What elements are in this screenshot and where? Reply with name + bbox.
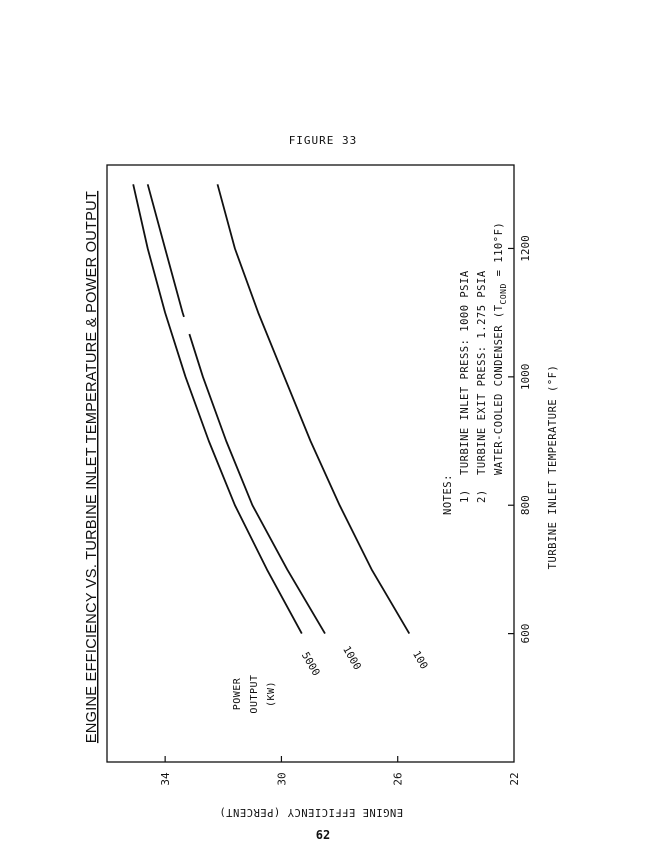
page-number: 62 (315, 828, 331, 842)
figure-label: FIGURE 33 (288, 134, 358, 147)
x-tick-label: 800 (519, 495, 532, 516)
series-line-100 (218, 184, 410, 633)
y-tick-label: 30 (275, 772, 289, 786)
note-3-text-main: WATER-COOLED CONDENSER (T (493, 304, 505, 475)
note-3-text-sub: COND (499, 283, 508, 305)
series-label-100: 100 (410, 648, 430, 672)
x-tick-label: 1000 (519, 363, 532, 391)
curves (133, 184, 430, 678)
chart-title: ENGINE EFFICIENCY VS. TURBINE INLET TEMPERATURE & POWER OUTPUT (84, 190, 100, 744)
series-label-1000: 1000 (340, 644, 364, 673)
series-label-5000: 5000 (298, 650, 322, 679)
series-line-5000 (133, 184, 302, 633)
legend-title (232, 674, 277, 713)
x-tick-label: 600 (519, 623, 532, 644)
x-tick-label: 1200 (519, 235, 532, 262)
note-2-number: 2) (476, 489, 488, 503)
note-1-number: 1) (459, 489, 471, 503)
y-axis-title: ENGINE EFFICIENCY (PERCENT) (218, 806, 404, 818)
legend-title-line-3: (KW) (266, 680, 277, 708)
notes-block (442, 222, 508, 515)
y-tick-label: 34 (159, 772, 173, 786)
legend-title-line-1: POWER (232, 677, 243, 711)
legend-title-line-2: OUTPUT (249, 674, 260, 714)
y-tick-label: 26 (391, 772, 405, 786)
x-axis-title: TURBINE INLET TEMPERATURE (°F) (547, 364, 559, 570)
note-1-text: TURBINE INLET PRESS: 1000 PSIA (459, 270, 471, 475)
note-3-text (493, 222, 508, 475)
notes-heading: NOTES: (442, 474, 454, 515)
y-tick-label: 22 (508, 772, 521, 786)
note-2-text: TURBINE EXIT PRESS: 1.275 PSIA (476, 270, 488, 475)
note-3-text-end: = 110°F) (493, 221, 505, 284)
